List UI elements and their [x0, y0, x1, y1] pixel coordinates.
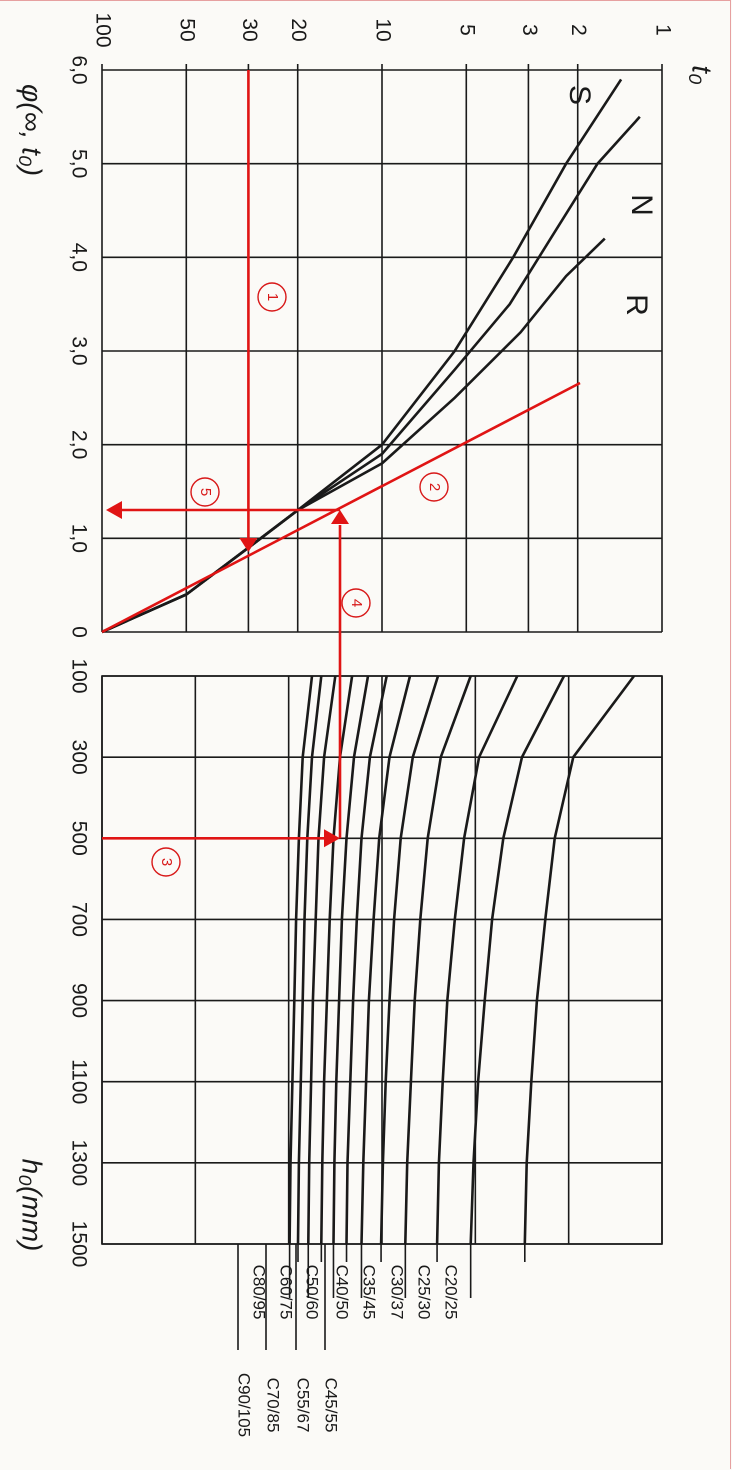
axis-title-h0: h₀(mm)	[16, 1158, 48, 1252]
tick-label-t0: 3	[517, 24, 541, 36]
class-label: C25/30	[414, 1264, 434, 1320]
tick-label-h0: 900	[67, 983, 91, 1019]
curve-label-R: R	[620, 294, 654, 316]
curve-S	[102, 79, 621, 632]
tick-label-phi: 2,0	[67, 430, 91, 460]
tick-label-h0: 700	[67, 901, 91, 937]
tick-label-h0: 300	[67, 739, 91, 775]
step-label-5: 5	[197, 487, 215, 497]
class-label: C80/95	[249, 1264, 269, 1320]
tick-label-t0: 2	[567, 24, 591, 36]
step-label-3: 3	[158, 857, 176, 867]
tick-label-phi: 0	[67, 626, 91, 638]
tick-label-phi: 6,0	[67, 55, 91, 85]
class-label: C55/67	[293, 1377, 313, 1433]
axis-title-phi: φ(∞, t₀)	[16, 83, 48, 177]
tick-label-h0: 1500	[67, 1220, 91, 1268]
curve-N	[102, 117, 640, 632]
curve-label-N: N	[625, 194, 659, 216]
step-label-1: 1	[264, 292, 282, 302]
tick-label-phi: 3,0	[67, 336, 91, 366]
tick-label-t0: 5	[455, 24, 479, 36]
tick-label-h0: 1100	[67, 1059, 91, 1105]
tick-label-h0: 1300	[67, 1139, 91, 1187]
step-label-4: 4	[348, 598, 366, 608]
class-curve	[471, 676, 564, 1244]
class-curve	[525, 676, 634, 1244]
red-arrowhead	[106, 501, 122, 519]
tick-label-t0: 50	[175, 18, 199, 42]
class-label: C50/60	[302, 1264, 322, 1320]
tick-label-t0: 100	[91, 12, 115, 48]
step-label-2: 2	[426, 482, 444, 492]
class-label: C90/105	[234, 1372, 254, 1438]
class-label: C20/25	[441, 1264, 461, 1320]
class-label: C70/85	[263, 1377, 283, 1433]
tick-label-h0: 100	[67, 658, 91, 694]
class-label: C30/37	[387, 1264, 407, 1320]
red-arrowhead	[239, 538, 257, 552]
tick-label-phi: 1,0	[67, 523, 91, 553]
curve-label-S: S	[563, 84, 597, 106]
class-label: C40/50	[332, 1264, 352, 1320]
tick-label-phi: 5,0	[67, 149, 91, 179]
tick-label-t0: 20	[287, 18, 311, 42]
tick-label-t0: 1	[651, 24, 675, 36]
curve-R	[102, 239, 605, 632]
class-curve	[437, 676, 517, 1244]
tick-label-t0: 30	[237, 18, 261, 42]
class-label: C45/55	[321, 1377, 341, 1433]
tick-label-t0: 10	[371, 18, 395, 42]
tick-label-h0: 500	[67, 820, 91, 856]
class-label: C35/45	[359, 1264, 379, 1320]
tick-label-phi: 4,0	[67, 242, 91, 272]
class-label: C60/75	[276, 1264, 296, 1320]
axis-title-t0: t₀	[686, 65, 718, 85]
